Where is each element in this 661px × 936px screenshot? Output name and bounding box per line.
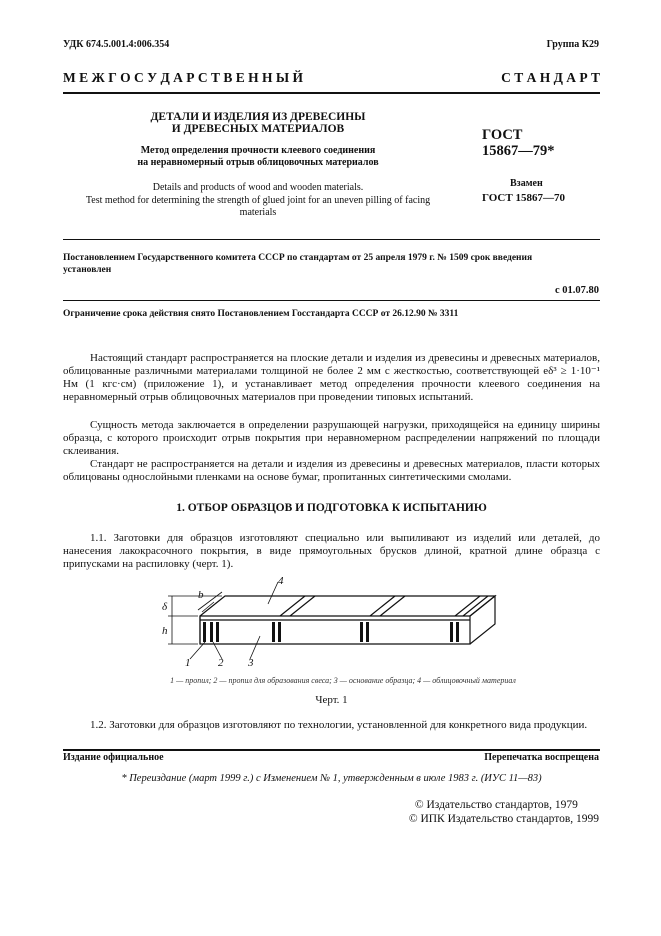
copyright-1999: © ИПК Издательство стандартов, 1999: [408, 813, 599, 825]
figure-top-divider-1: [280, 596, 315, 616]
figure-label-1: 1: [185, 657, 191, 669]
standard-banner: [63, 70, 600, 86]
copyright-block: [409, 798, 599, 826]
figure-kerf: [203, 622, 206, 642]
english-title-2: Test method for determining the strength of glued joint for an uneven pilling of facing: [85, 194, 431, 206]
figure-label-3: 3: [248, 657, 254, 669]
decree-line-2: установлен: [63, 265, 112, 275]
section-1-heading: 1. ОТБОР ОБРАЗЦОВ И ПОДГОТОВКА К ИСПЫТАНИЮ: [176, 502, 487, 514]
figure-top-divider-2: [370, 596, 405, 616]
paragraph-1-1: 1.1. Заготовки для образцов изготовляют специально или выпиливают из изделий или деталей, до нанесения лакокрасочного покрытия, в виде прямоугольных брусков длиной, кратной длине образца с припусками на распиловку (черт. 1).: [63, 532, 600, 570]
method-line-2: на неравномерный отрыв облицовочных материалов: [137, 157, 379, 168]
figure-label-h: h: [162, 625, 168, 637]
title-line-1: ДЕТАЛИ И ИЗДЕЛИЯ ИЗ ДРЕВЕСИНЫ: [150, 111, 366, 123]
copyright-1979: © Издательство стандартов, 1979: [414, 799, 578, 811]
figure-end-face: [470, 596, 495, 644]
gost-block: [482, 127, 565, 204]
intro-paragraph-3: Стандарт не распространяется на детали и изделия из древесины и древесных материалов, пласти которых облицованы однослойными пленками на основе бумаг, пропитанных синтетическими смолами.: [63, 458, 600, 483]
reissue-note: * Переиздание (март 1999 г.) с Изменением № 1, утвержденным в июле 1983 г. (ИУС 11—83): [121, 773, 542, 784]
date-rule: [63, 300, 600, 301]
reprint-notice: Перепечатка воспрещена: [484, 752, 599, 763]
limit-note: Ограничение срока действия снято Постановлением Госстандарта СССР от 26.12.90 № 3311: [63, 309, 459, 319]
figure-kerf: [456, 622, 459, 642]
figure-label-b: b: [198, 589, 204, 601]
title-line-2: И ДРЕВЕСНЫХ МАТЕРИАЛОВ: [171, 123, 345, 135]
decree-line-1: Постановлением Государственного комитета СССР по стандартам от 25 апреля 1979 г. № 1509 срок введения: [63, 253, 533, 263]
figure-label-2: 2: [218, 657, 224, 669]
effective-date: с 01.07.80: [554, 285, 599, 296]
figure-label-4: 4: [278, 575, 284, 587]
footer-rule: [63, 749, 600, 751]
figure-title: Черт. 1: [315, 694, 348, 706]
title-rule: [63, 239, 600, 240]
figure-kerf: [272, 622, 275, 642]
title-block: [63, 111, 453, 220]
figure-caption: 1 — пропил; 2 — пропил для образования свеса; 3 — основание образца; 4 — облицовочный материал: [170, 676, 516, 685]
replaces-gost: ГОСТ 15867—70: [482, 192, 565, 204]
gost-label: ГОСТ: [482, 127, 523, 143]
figure-kerf: [216, 622, 219, 642]
figure-kerf: [278, 622, 281, 642]
figure-label-delta: δ: [162, 601, 168, 613]
figure-top-face: [200, 596, 495, 616]
method-line-1: Метод определения прочности клеевого соединения: [140, 145, 376, 156]
english-title-3: materials: [239, 207, 277, 218]
group-code: Группа К29: [546, 39, 599, 50]
udk-code: УДК 674.5.001.4:006.354: [63, 39, 170, 50]
figure-kerf: [360, 622, 363, 642]
figure-kerf: [366, 622, 369, 642]
top-rule: [63, 92, 600, 94]
figure-leader-1: [190, 642, 205, 659]
official-edition: Издание официальное: [63, 752, 164, 763]
gost-number: 15867—79*: [482, 143, 555, 159]
banner-word-2: С Т А Н Д А Р Т: [501, 70, 600, 85]
figure-kerf: [450, 622, 453, 642]
figure-leader-4: [268, 582, 278, 604]
paragraph-1-2: 1.2. Заготовки для образцов изготовляют по технологии, установленной для конкретного вида продукции.: [90, 719, 588, 731]
english-title-1: Details and products of wood and wooden materials.: [152, 182, 364, 193]
replaces-label: Взамен: [510, 178, 543, 189]
decree-text: [63, 252, 600, 276]
intro-paragraph-2: Сущность метода заключается в определении разрушающей нагрузки, приходящейся на единицу ширины образца, с которого происходит отрыв покрытия при неравномерном распределении напряжений по площади склеивания.: [63, 419, 600, 457]
figure-leader-3: [250, 636, 260, 659]
figure-drawing: [150, 574, 510, 674]
intro-paragraph-1: Настоящий стандарт распространяется на плоские детали и изделия из древесины и древесных материалов, облицованные различными материалами толщиной не более 2 мм с жесткостью, соответствующей еδ³ ≥ 1·10⁻¹ Нм (1 кгс·см) (приложение 1), и устанавливает метод определения прочности клеевого соединения на неравномерный отрыв облицовочных материалов при проведении типовых испытаний.: [63, 352, 600, 403]
figure-kerf: [210, 622, 213, 642]
banner-word-1: М Е Ж Г О С У Д А Р С Т В Е Н Н Ы Й: [63, 70, 304, 85]
